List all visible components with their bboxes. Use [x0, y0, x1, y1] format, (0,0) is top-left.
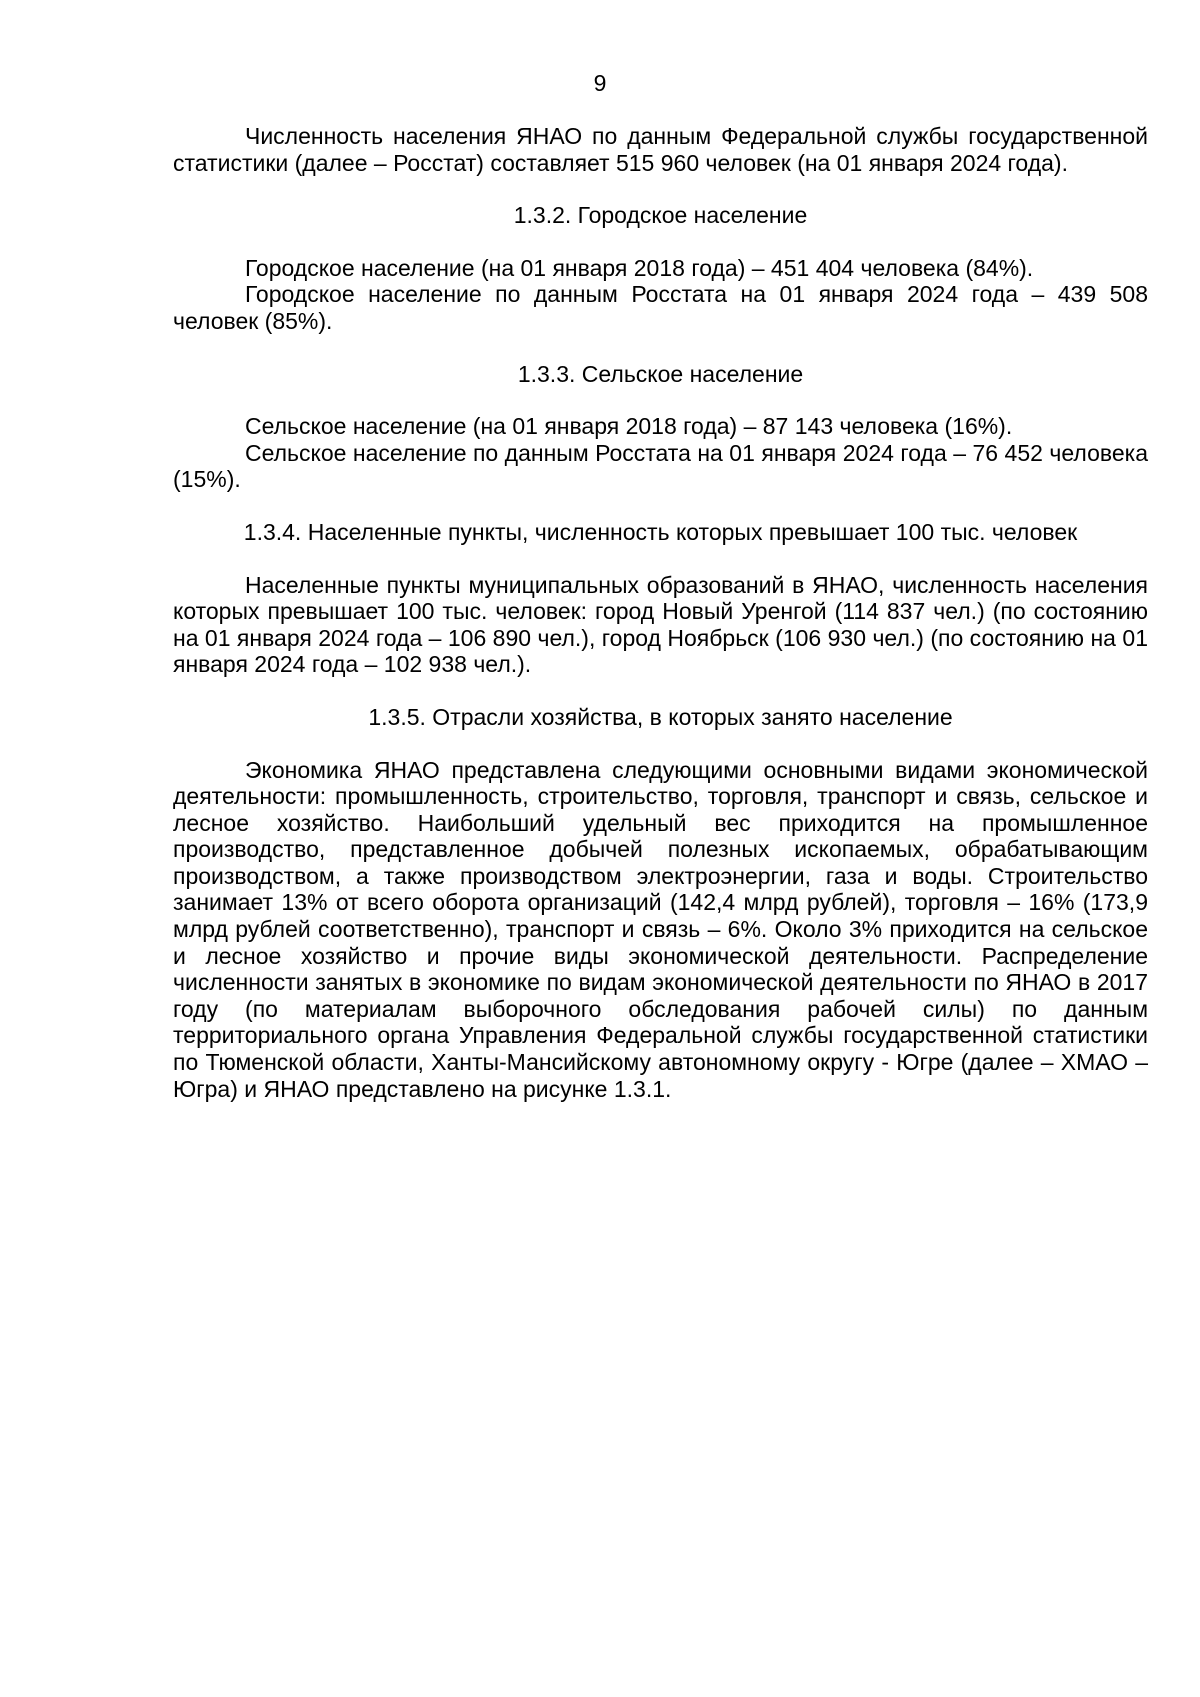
- urban-paragraph-2024: Городское население по данным Росстата на 01 января 2024 года – 439 508 человек (85%).: [173, 281, 1148, 334]
- intro-paragraph: Численность населения ЯНАО по данным Федеральной службы государственной статистики (далее – Росстат) составляет 515 960 человек (на 01 января 2024 года).: [173, 123, 1148, 176]
- economy-paragraph: Экономика ЯНАО представлена следующими основными видами экономической деятельности: промышленность, строительство, торговля, транспорт и связь, сельское и лесное хозяйство. Наибольший удельный вес приходится на промышленное производство, представленное добычей полезных ископаемых, обрабатывающим производством, а также производством электроэнергии, газа и воды. Строительство занимает 13% от всего оборота организаций (142,4 млрд рублей), торговля – 16% (173,9 млрд рублей соответственно), транспорт и связь – 6%. Около 3% приходится на сельское и лесное хозяйство и прочие виды экономической деятельности. Распределение численности занятых в экономике по видам экономической деятельности по ЯНАО в 2017 году (по материалам выборочного обследования рабочей силы) по данным территориального органа Управления Федеральной службы государственной статистики по Тюменской области, Ханты-Мансийскому автономному округу - Югре (далее – ХМАО – Югра) и ЯНАО представлено на рисунке 1.3.1.: [173, 756, 1148, 1102]
- large-settlements-paragraph: Населенные пункты муниципальных образований в ЯНАО, численность населения которых превышает 100 тыс. человек: город Новый Уренгой (114 837 чел.) (по состоянию на 01 января 2024 года – 106 890 чел.), город Ноябрьск (106 930 чел.) (по состоянию на 01 января 2024 года – 102 938 чел.).: [173, 571, 1148, 678]
- heading-rural-population: 1.3.3. Сельское население: [517, 360, 804, 387]
- rural-paragraph-2018: Сельское население (на 01 января 2018 года) – 87 143 человека (16%).: [245, 413, 1013, 440]
- heading-large-settlements: 1.3.4. Населенные пункты, численность которых превышает 100 тыс. человек: [243, 518, 1078, 545]
- document-body: [173, 123, 1148, 1102]
- urban-paragraph-2018: Городское население (на 01 января 2018 года) – 451 404 человека (84%).: [245, 254, 1034, 281]
- rural-paragraph-2024: Сельское население по данным Росстата на 01 января 2024 года – 76 452 человека (15%).: [173, 439, 1148, 493]
- page-number: 9: [593, 70, 607, 96]
- heading-urban-population: 1.3.2. Городское население: [513, 202, 808, 229]
- heading-economy-sectors: 1.3.5. Отрасли хозяйства, в которых занято население: [368, 703, 953, 730]
